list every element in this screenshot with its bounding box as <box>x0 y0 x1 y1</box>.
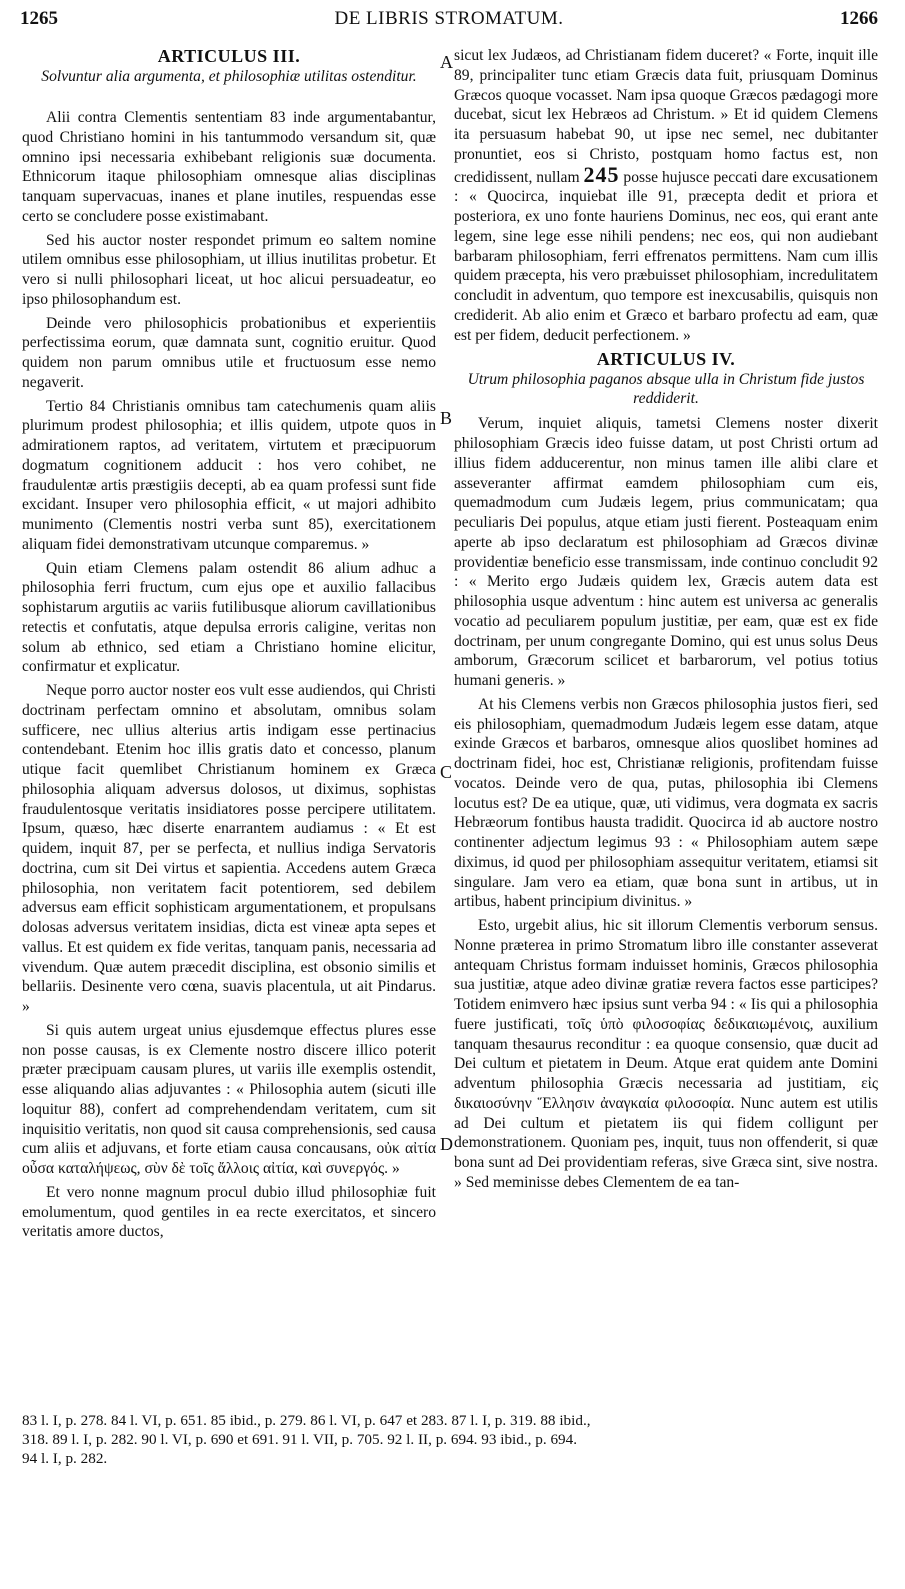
paragraph: Alii contra Clementis sententiam 83 inde argumentabantur, quod Christiano homini in his tantummodo versandum sit, quæ omnino ipsi necessaria exhibebant religionis suæ documenta. Ethnicorum itaque philosophiam omnesque alias disciplinas tanquam supervacuas, inanes et plane inutiles, respuendas esse certo se concludere posse existimabant. <box>22 109 436 225</box>
footnote-line: 318. 89 l. I, p. 282. 90 l. VI, p. 690 et 691. 91 l. VII, p. 705. 92 l. II, p. 694. 93 ibid., p. 694. <box>22 1431 578 1448</box>
footnote-line: 94 l. I, p. 282. <box>22 1450 108 1467</box>
column-number: 245 <box>583 161 620 187</box>
paragraph <box>454 46 878 345</box>
page-number-right: 1266 <box>840 8 878 29</box>
paragraph: Neque porro auctor noster eos vult esse audiendos, qui Christi doctrinam perfectam omnino et absolutam, omnibus solam sufficere, nec ullius alterius artis indigam esse pertinacius contendebant. Etenim hoc illis gratis dato et concesso, planum utique facit quemlibet Christianum hominem ex Græca philosophia aliquam adversus dolosos, ut diximus, sophistas fraudulentosque veritatis insidiatores posse percipere utilitatem. Ipsum, quæso, hæc diserte enarrantem audiamus : « Et est quidem, inquit 87, per se perfecta, et nullius indiga Servatoris doctrina, cum sit Dei virtus et sapientia. Accedens autem Græca philosophia, non veritatem facit potentiorem, sed debilem adversus eam efficit sophisticam argumentationem, et propulsans dolosas adversus veritatem insidias, dicta est vineæ apta sepes et vallus. Et est quidem ex fide veritas, tanquam panis, necessaria ad vivendum. Quæ autem præcedit disciplina, est obsonio similis et bellariis. Desinente vero cœna, suavis placentula, ut ait Pindarus. » <box>22 682 436 1015</box>
paragraph: Verum, inquiet aliquis, tametsi Clemens noster dixerit philosophiam Græcis ideo fuisse datam, ut post Christi ortum ad illius fidem adducerentur, non minus tamen ille alibi clare et asseveranter affirmat eamdem philosophiam cum eis, quemadmodum cum Judæis legem, prius communicatam; qua peculiaris Dei populus, atque etiam justi fierent. Posteaquam enim aperte ab ipso declaratum est philosophiam ad Græcos divinæ providentiæ beneficio esse transmissam, inde continuo concludit 92 : « Merito ergo Judæis quidem lex, Græcis autem data est philosophia usque adventum : hinc autem est universa ac generalis vocatio ad peculiarem populum justitiæ, per eam, quæ est ex fide doctrinam, per unum congregante Domino, qui est unus solus Deus amborum, Græcorum scilicet et barbarorum, vel potius totius humani generis. » <box>454 415 878 689</box>
margin-letter-b: B <box>440 408 453 428</box>
paragraph: Et vero nonne magnum procul dubio illud philosophiæ fuit emolumentum, quod gentiles in ea recte exercitatos, et sincero veritatis amore ductos, <box>22 1183 436 1241</box>
running-title: DE LIBRIS STROMATUM. <box>334 8 564 29</box>
paragraph: At his Clemens verbis non Græcos philosophia justos fieri, sed eis philosophiam, quemadmodum Judæis legem esse datam, atque exinde Græcos et barbaros, omnesque alios quoslibet homines ad doctrinam fidei, hoc est, Christianæ religionis, profitendam fuisse vocatos. Deinde vero de qua, putas, philosophia ibi Clemens locutus est? De ea utique, quæ, uti vidimus, vera dogmata ex sacris Hebræorum fontibus hausta tradidit. Quocirca id ab auctore nostro continenter adjectum legimus 93 : « Philosophiam autem sæpe diximus, id quod per philosophiam assequitur veritatem, etiamsi sit singulare. Jam vero ea etiam, quæ bona sunt in artibus, ut in artibus, habent principium divinitus. » <box>454 695 878 911</box>
left-column <box>22 46 436 1246</box>
article-3-title: ARTICULUS III. <box>157 46 301 66</box>
page-number-left: 1265 <box>20 8 58 29</box>
margin-letter-d: D <box>440 1134 453 1154</box>
article-3-subtitle: Solvuntur alia argumenta, et philosophiæ utilitas ostenditur. <box>41 68 417 85</box>
paragraph: Quin etiam Clemens palam ostendit 86 alium adhuc a philosophia ferri fructum, cum ejus ope et auxilio fallacibus sophistarum argutiis ac variis futilibusque aliorum cavillationibus retectis et confutatis, atque depulsa erroris caligine, veritas non solum ab ethnico, sed etiam a Christiano homine elicitur, confirmatur et explicatur. <box>22 559 436 676</box>
paragraph: Si quis autem urgeat unius ejusdemque effectus plures esse non posse causas, is ex Clemente nostro discere illico poterit præter præcipuam causam plures, ut variis ille exemplis ostendit, esse aliquando alias adjuvantes : « Philosophia autem (sicuti ille loquitur 88), confert ad comprehendendam veritatem, cum sit inquisitio veritatis, non quod sit causa comprehensionis, sed causa cum aliis et adjuvans, et forte etiam causa concausans, οὐκ αἰτία οὖσα καταλήψεως, σὺν δὲ τοῖς ἄλλοις αἰτία, καὶ συνεργός. » <box>22 1021 436 1177</box>
margin-letter-c: C <box>440 762 453 782</box>
footnote-line: 83 l. I, p. 278. 84 l. VI, p. 651. 85 ibid., p. 279. 86 l. VI, p. 647 et 283. 87 l. I, p. 319. 88 ibid., <box>22 1412 591 1429</box>
paragraph-part: posse hujusce peccati dare excusationem : « Quocirca, inquiebat ille 91, præcepta dedit et priora et posteriora, ex uno fonte hauriens Dominus, nec eos, qui erant ante legem, sine lege esse nihili pendens; nec eos, qui non audiebant barbaram philosophiam, ferri effrenatos permittens. Nam cum illis quidem præcepta, his vero præbuisset philosophiam, incredulitatem concludit in adventum, quo tempore est inexcusabilis, quisquis non crediderit. Ab alio enim et Græco et barbaro profectu ad eam, quæ est per fidem, deducit perfectionem. » <box>454 168 879 344</box>
paragraph: Sed his auctor noster respondet primum eo saltem nomine utilem omnibus esse philosophiam, ut illius inutilitas probetur. Et vero si nulli philosophari liceat, ut hoc alicui persuadeatur, eo ipso philosophandum est. <box>22 231 436 308</box>
article-4-subtitle: Utrum philosophia paganos absque ulla in Christum fide justos reddiderit. <box>467 371 865 408</box>
article-4-title: ARTICULUS IV. <box>596 349 736 370</box>
right-column <box>454 46 878 1197</box>
paragraph: Tertio 84 Christianis omnibus tam catechumenis quam aliis plurimum prodest philosophia; et illis quidem, utpote quos in admirationem raptos, ad veritatem, virtutem et præcipuorum dogmatum cognitionem adducit : hos vero cohibet, ne fraudulentæ artis præstigiis decepti, ab ea quam professi sunt fide excidant. Insuper vero philosophia efficit, « ut majori adhibito munimento (Clementis nostri verba sunt 85), exercitationem aliquam fidei demonstrativam utcunque comparemus. » <box>22 397 436 553</box>
paragraph: Deinde vero philosophicis probationibus et experientiis perfectissima eorum, quæ damnata sunt, cognitio eruitur. Quod quidem non parum omnibus utile et fructuosum esse nemo negaverit. <box>22 314 436 391</box>
paragraph: Esto, urgebit alius, hic sit illorum Clementis verborum sensus. Nonne præterea in primo Stromatum libro ille constanter asseverat antequam Christus formam induisset hominis, Græcos philosophia sua justitiæ, atque adeo divinæ gratiæ revera factos esse participes? Totidem enimvero hæc ipsius sunt verba 94 : « Iis qui a philosophia fuere justificati, τοῖς ὑπὸ φιλοσοφίας δεδικαιωμένοις, auxilium tanquam thesaurus reconditur : ea quoque consensio, quæ ducit ad Dei cultum et pietatem in Deum. Atque erat quidem ante Domini adventum philosophia Græcis necessaria ad justitiam, εἰς δικαιοσύνην Ἕλλησιν ἀναγκαία φιλοσοφία. Nunc autem est utilis ad Dei cultum et pietatem iis qui fidem colligunt per demonstrationem. Quoniam pes, inquit, tuus non offenderit, si quæ bona sunt ad Dei providentiam referas, sive Græca sint, sive nostra. » Sed meminisse debes Clementem de ea tan- <box>454 917 878 1191</box>
margin-letter-a: A <box>440 52 453 72</box>
footnotes <box>22 1411 878 1468</box>
page-header <box>20 8 878 36</box>
paragraph-part: sicut lex Judæos, ad Christianam fidem duceret? « Forte, inquit ille 89, principaliter tunc etiam Græcis data fuit, priusquam Dominus Græcos quoque vocasset. Nam ipsa quoque Græcos pædagogi more ducebat, sicut lex Hebræos ad Christum. » Et id quidem Clemens ita persuasum habebat 90, ut ipse nec semel, nec dubitanter pronuntiet, eos si Christo, postquam homo factus est, non credidissent, nullam <box>454 47 878 186</box>
